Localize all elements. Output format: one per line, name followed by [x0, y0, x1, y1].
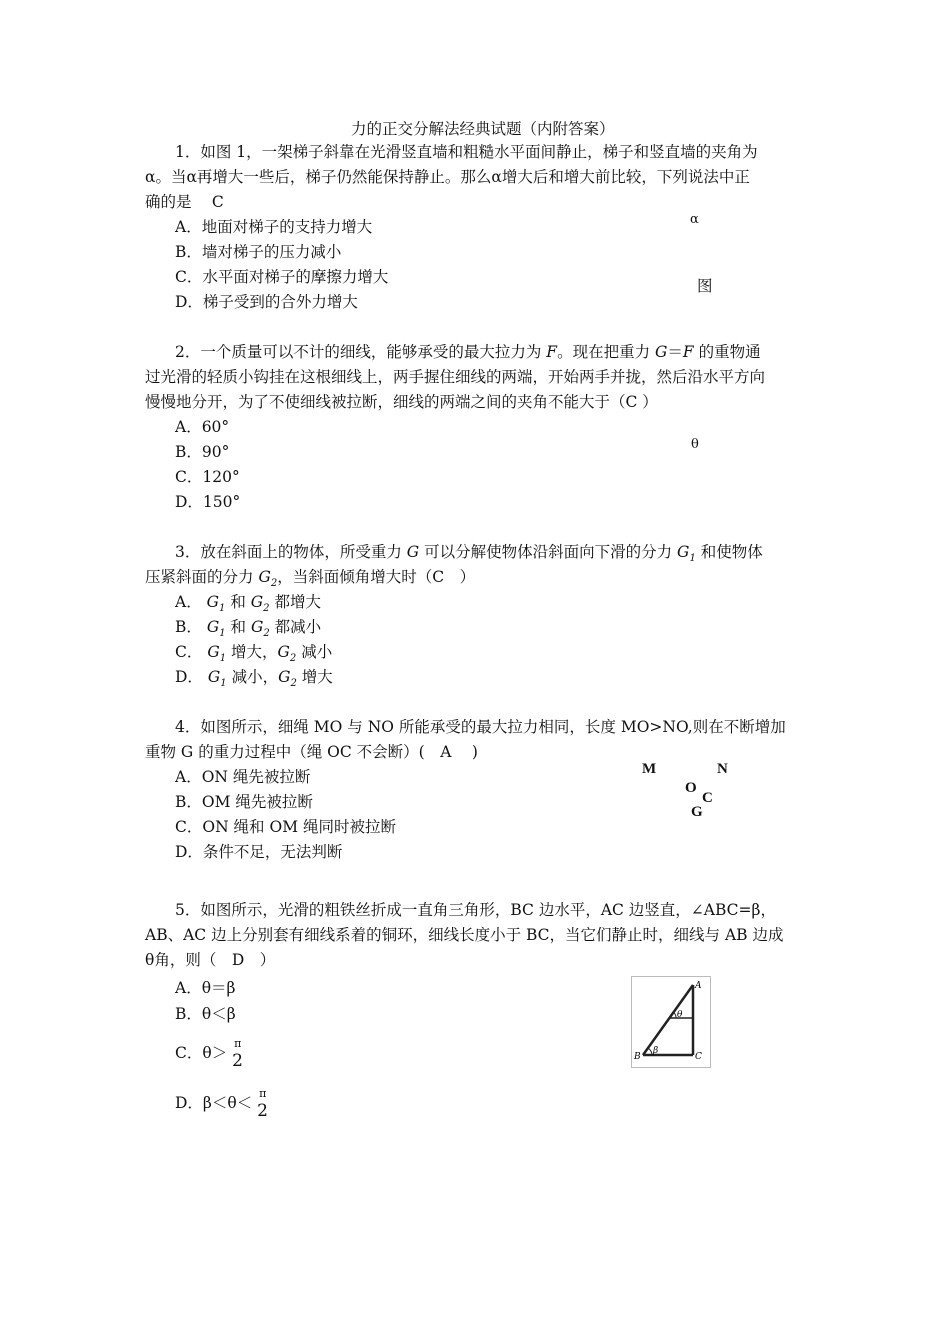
fraction-numerator: π [234, 1037, 242, 1050]
q2-var-f: F [546, 343, 558, 361]
q3-text-d: 压紧斜面的分力 [145, 568, 259, 586]
option-text: 都减小 [269, 618, 322, 636]
theta-label: θ [677, 1010, 683, 1020]
q5-line-2: AB、AC 边上分别套有细线系着的铜环，细线长度小于 BC，当它们静止时，细线与 AB 边成 [145, 926, 784, 944]
page-title: 力的正交分解法经典试题（内附答案） [351, 120, 615, 138]
option-letter: C． [175, 643, 203, 661]
q2-option-d: D．150° [175, 493, 241, 511]
q3-text-b: 可以分解使物体沿斜面向下滑的分力 [419, 543, 678, 561]
option-letter: A． [175, 593, 202, 611]
vertex-a-label: A [695, 981, 702, 991]
option-text: 减小， [226, 668, 279, 686]
subscript: 2 [263, 628, 270, 640]
q3-sub-1: 1 [689, 553, 696, 565]
var-g: G [277, 643, 290, 661]
q4-option-d: D．条件不足，无法判断 [175, 843, 343, 861]
vertex-b-label: B [634, 1052, 641, 1062]
q1-option-b: B．墙对梯子的压力减小 [175, 243, 342, 261]
q1-figure-alpha-label: α [690, 212, 699, 227]
var-g: G [278, 668, 291, 686]
q5-option-c-text: C．θ＞ [175, 1044, 228, 1062]
q4-figure-label-m: M [642, 761, 657, 777]
q3-var-g1: G [677, 543, 690, 561]
q5-line-3: θ角，则（ D ） [145, 951, 276, 969]
q2-text-a: 2．一个质量可以不计的细线，能够承受的最大拉力为 [175, 343, 547, 361]
q2-figure-theta-label: θ [691, 437, 699, 452]
var-g: G [206, 618, 220, 636]
q5-option-d [175, 1089, 271, 1119]
q3-sub-2: 2 [270, 578, 278, 590]
q4-option-c: C．ON 绳和 OM 绳同时被拉断 [175, 818, 396, 836]
pi-over-2-fraction [232, 1039, 246, 1069]
q2-text-b: 。现在把重力 [557, 343, 655, 361]
subscript: 1 [219, 653, 227, 665]
beta-label: β [653, 1046, 659, 1056]
option-text: 增大， [226, 643, 278, 661]
q4-figure-label-g: G [691, 804, 703, 820]
q5-option-a: A．θ＝β [175, 979, 236, 997]
var-g: G [250, 593, 264, 611]
q2-line-2: 过光滑的轻质小钩挂在这根细线上，两手握住细线的两端，开始两手并拢，然后沿水平方向 [145, 368, 766, 386]
q5-triangle-figure [631, 976, 711, 1068]
q4-line-1: 4．如图所示，细绳 MO 与 NO 所能承受的最大拉力相同，长度 MO>NO,则在不断增加 [175, 718, 786, 736]
q1-option-c: C．水平面对梯子的摩擦力增大 [175, 268, 389, 286]
q2-var-f2: F [682, 343, 694, 361]
q5-line-1: 5．如图所示，光滑的粗铁丝折成一直角三角形，BC 边水平，AC 边竖直，∠ABC=β， [175, 901, 776, 919]
q2-option-c: C．120° [175, 468, 240, 486]
edge-ab [643, 985, 693, 1055]
subscript: 2 [263, 603, 270, 615]
q3-option-d [175, 665, 333, 696]
subscript: 2 [289, 653, 297, 665]
q1-line-3: 确的是 C [145, 193, 224, 211]
q4-option-a: A．ON 绳先被拉断 [175, 768, 311, 786]
fraction-denominator: 2 [257, 1101, 268, 1121]
fraction-denominator: 2 [232, 1051, 243, 1071]
fraction-numerator: π [259, 1087, 267, 1100]
q2-line-3: 慢慢地分开，为了不使细线被拉断，细线的两端之间的夹角不能大于（C ） [145, 393, 658, 411]
q2-var-g: G [655, 343, 668, 361]
q3-text-e: ，当斜面倾角增大时（C ） [277, 568, 476, 586]
q1-line-2: α。当α再增大一些后，梯子仍然能保持静止。那么α增大后和增大前比较，下列说法中正 [145, 168, 750, 186]
q2-text-c: 的重物通 [693, 343, 761, 361]
subscript: 1 [219, 603, 226, 615]
q4-figure-label-o: O [685, 780, 697, 796]
option-text: 都增大 [269, 593, 321, 611]
q4-figure-label-n: N [717, 761, 728, 777]
q4-line-2: 重物 G 的重力过程中（绳 OC 不会断）( A ) [145, 743, 478, 761]
option-text: 和 [225, 593, 251, 611]
q2-option-b: B．90° [175, 443, 230, 461]
option-text: 减小 [296, 643, 333, 661]
var-g: G [207, 668, 221, 686]
q3-var-g: G [406, 543, 420, 561]
q5-option-b: B．θ＜β [175, 1005, 236, 1023]
q3-var-g2: G [258, 568, 271, 586]
q4-option-b: B．OM 绳先被拉断 [175, 793, 313, 811]
var-g: G [207, 643, 220, 661]
q1-option-d: D．梯子受到的合外力增大 [175, 293, 358, 311]
q3-text-a: 3．放在斜面上的物体，所受重力 [175, 543, 407, 561]
q3-text-c: 和使物体 [695, 543, 763, 561]
pi-over-2-fraction [257, 1089, 271, 1119]
subscript: 2 [290, 678, 297, 690]
option-text: 增大 [296, 668, 333, 686]
option-letter: D． [175, 668, 203, 686]
q5-option-c [175, 1039, 246, 1069]
var-g: G [206, 593, 220, 611]
option-text: 和 [225, 618, 251, 636]
option-letter: B． [175, 618, 202, 636]
q1-option-a: A．地面对梯子的支持力增大 [175, 218, 373, 236]
q1-line-1: 1．如图 1，一架梯子斜靠在光滑竖直墙和粗糙水平面间静止，梯子和竖直墙的夹角为 [175, 143, 758, 161]
triangle-diagram [632, 977, 710, 1067]
q2-option-a: A．60° [175, 418, 230, 436]
q2-line-1 [175, 340, 761, 365]
var-g: G [250, 618, 264, 636]
q4-figure-label-c: C [702, 790, 713, 806]
vertex-c-label: C [695, 1052, 702, 1062]
q5-option-d-text: D．β＜θ＜ [175, 1094, 253, 1112]
q1-figure-caption: 图 [697, 277, 713, 295]
subscript: 1 [220, 678, 227, 690]
q2-equals: ＝ [667, 343, 683, 361]
subscript: 1 [219, 628, 226, 640]
theta-arc [673, 1012, 676, 1018]
